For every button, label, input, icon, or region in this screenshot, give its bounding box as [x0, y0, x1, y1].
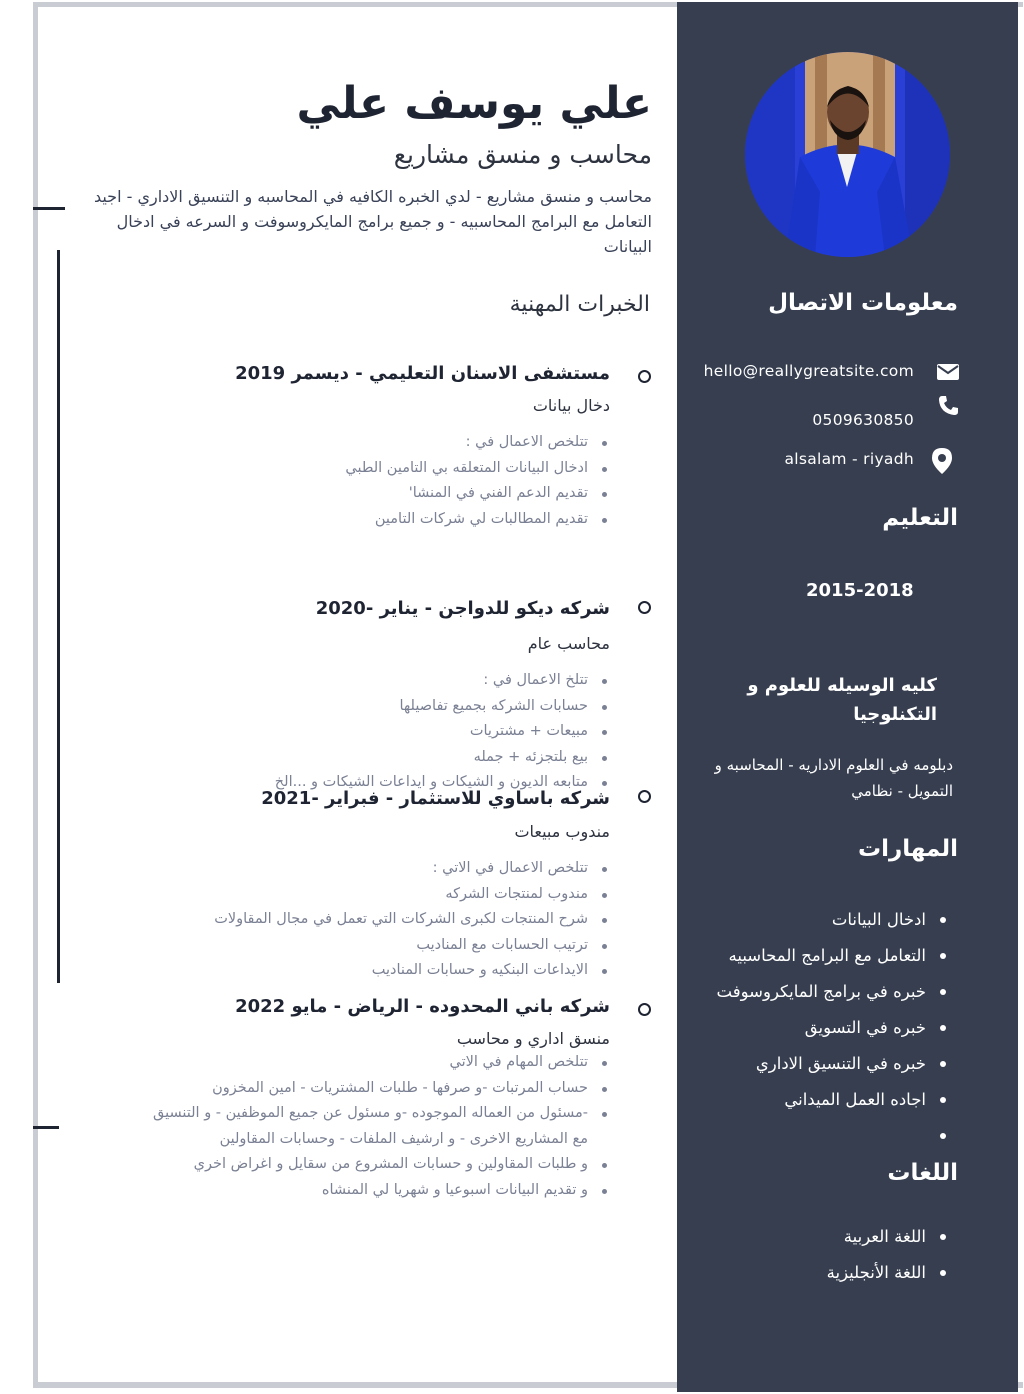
- job-duties-list: [345, 430, 610, 532]
- job-duties-list: [214, 856, 610, 984]
- list-item: خبره في برامج المايكروسوفت: [717, 974, 958, 1010]
- job-heading: شركه باني المحدوده - الرياض - مايو 2022: [235, 996, 610, 1017]
- education-degree: دبلومه في العلوم الاداريه - المحاسبه و التمويل - نظامي: [714, 756, 953, 800]
- profile-photo: [745, 52, 950, 257]
- list-item: و طلبات المقاولين و حسابات المشروع من سقايل و اغراض اخري: [140, 1152, 610, 1178]
- list-item: الايداعات البنكيه و حسابات المناديب: [214, 958, 610, 984]
- list-item: اجاده العمل الميداني: [717, 1082, 958, 1118]
- list-item: تتلخص الاعمال في :: [345, 430, 610, 456]
- education-heading: التعليم: [882, 505, 958, 531]
- list-item: مبيعات + مشتريات: [275, 719, 610, 745]
- list-item: حسابات الشركه بجميع تفاصيلها: [275, 694, 610, 720]
- list-item: تقديم الدعم الفني في المنشا': [345, 481, 610, 507]
- email-icon: [936, 362, 960, 382]
- skills-list: [717, 902, 958, 1154]
- list-item: و تقديم البيانات اسبوعيا و شهريا لي المنشاه: [140, 1178, 610, 1204]
- location-pin-icon: [931, 447, 953, 475]
- skills-heading: المهارات: [858, 836, 958, 862]
- list-item: اللغة الأنجليزية: [827, 1255, 958, 1291]
- job-heading: شركه ديكو للدواجن - يناير -2020: [315, 598, 610, 619]
- timeline-marker: [638, 601, 651, 614]
- person-illustration: [745, 52, 950, 257]
- job-role: مندوب مبيعات: [514, 822, 610, 841]
- list-item: ادخال البيانات: [717, 902, 958, 938]
- email-text: hello@reallygreatsite.com: [703, 362, 914, 380]
- list-item: شرح المنتجات لكبرى الشركات التي تعمل في مجال المقاولات: [214, 907, 610, 933]
- education-school: كليه الوسيله للعلوم و التكنلوجيا: [747, 675, 937, 725]
- list-item: -مسئول من العماله الموجوده -و مسئول عن جميع الموظفين - و التنسيق مع المشاريع الاخرى - و ارشيف الملفات - وحسابات المقاولين: [140, 1101, 610, 1152]
- experience-heading: الخبرات المهنية: [509, 292, 650, 317]
- list-item: مندوب لمنتجات الشركه: [214, 882, 610, 908]
- contact-heading: معلومات الاتصال: [768, 290, 958, 316]
- address-text: alsalam - riyadh: [784, 450, 914, 468]
- list-item: خبره في التسويق: [717, 1010, 958, 1046]
- divider-bottom: [33, 1126, 59, 1129]
- job-heading: شركه باساوي للاستثمار - فبراير -2021: [261, 788, 610, 809]
- job-duties-list: [140, 1050, 610, 1203]
- list-item: التعامل مع البرامج المحاسبيه: [717, 938, 958, 974]
- list-item: متابعه الديون و الشيكات و ايداعات الشيكات و ...الخ: [275, 770, 610, 796]
- education-years: 2015-2018: [806, 580, 914, 601]
- job-heading: مستشفى الاسنان التعليمي - ديسمر 2019: [235, 363, 610, 384]
- list-item: تقديم المطالبات لي شركات التامين: [345, 507, 610, 533]
- person-name: علي يوسف علي: [296, 78, 652, 129]
- list-item: اللغة العربية: [827, 1219, 958, 1255]
- job-role: محاسب عام: [527, 634, 610, 653]
- job-role: دخال بيانات: [532, 396, 610, 415]
- list-item: تتلخص المهام في الاتي: [140, 1050, 610, 1076]
- list-item: ترتيب الحسابات مع المناديب: [214, 933, 610, 959]
- list-item: تتلخص الاعمال في الاتي :: [214, 856, 610, 882]
- languages-heading: اللغات: [887, 1160, 958, 1186]
- list-item: بيع بلتجزئه + جمله: [275, 745, 610, 771]
- profile-summary: محاسب و منسق مشاريع - لدي الخبره الكافيه في المحاسبه و التنسيق الاداري - اجيد التعامل مع البرامج المحاسبيه - و جميع برامج المايكروسوفت و السرعه في ادخال البيانات: [93, 187, 652, 256]
- timeline-line: [57, 250, 60, 983]
- timeline-marker: [638, 1003, 651, 1016]
- list-item: ادخال البيانات المتعلقه بي التامين الطبي: [345, 456, 610, 482]
- divider-top: [33, 207, 65, 210]
- list-item: خبره في التنسيق الاداري: [717, 1046, 958, 1082]
- list-item: حساب المرتبات -و صرفها - طلبات المشتريات - امين المخزون: [140, 1076, 610, 1102]
- list-item: [717, 1118, 958, 1154]
- phone-text: 0509630850: [812, 411, 914, 429]
- list-item: تتلخ الاعمال في :: [275, 668, 610, 694]
- languages-list: [827, 1219, 958, 1291]
- job-title: محاسب و منسق مشاريع: [393, 140, 652, 169]
- job-role: منسق اداري و محاسب: [456, 1029, 610, 1048]
- timeline-marker: [638, 370, 651, 383]
- phone-icon: [936, 394, 960, 418]
- timeline-marker: [638, 790, 651, 803]
- job-duties-list: [275, 668, 610, 796]
